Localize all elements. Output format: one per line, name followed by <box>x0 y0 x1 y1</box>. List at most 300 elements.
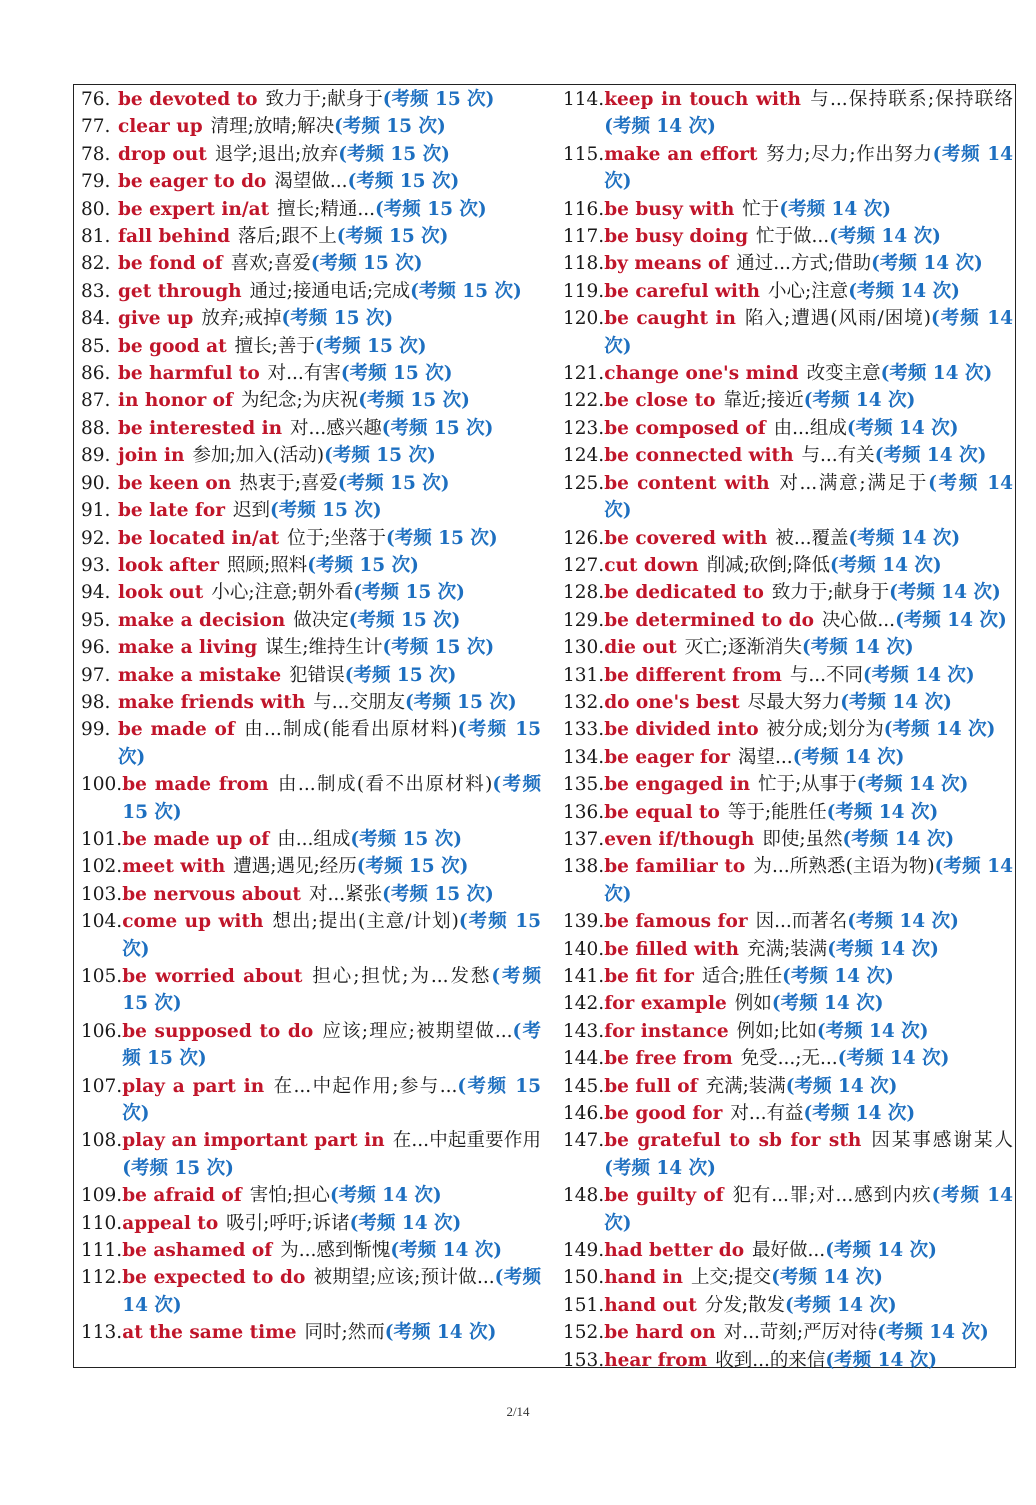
entry-body <box>604 1182 1013 1237</box>
english-phrase: be late for <box>118 500 225 522</box>
entry-number: 84. <box>81 308 111 330</box>
phrase-entry <box>563 415 1013 442</box>
phrase-entry <box>563 963 1013 990</box>
chinese-meaning: 例如 <box>734 993 772 1015</box>
english-phrase: play a part in <box>122 1075 265 1097</box>
exam-frequency: (考频 15 次) <box>375 198 487 220</box>
exam-frequency: (考频 15 次) <box>353 582 465 604</box>
chinese-meaning: 由...制成(看不出原材料) <box>276 774 493 796</box>
chinese-meaning: 做决定 <box>293 609 349 631</box>
exam-frequency: (考频 14 次) <box>842 828 955 850</box>
chinese-meaning: 靠近;接近 <box>723 390 804 412</box>
entry-number: 82. <box>81 253 111 275</box>
chinese-meaning: 与...不同 <box>789 664 863 686</box>
entry-number: 152. <box>563 1322 605 1344</box>
entry-body <box>604 826 1013 853</box>
entry-body <box>604 223 1013 250</box>
entry-number: 153. <box>563 1349 605 1371</box>
chinese-meaning: 对...紧张 <box>308 883 383 905</box>
entry-number: 121. <box>563 363 605 385</box>
phrase-entry <box>81 497 541 524</box>
entry-body <box>118 415 541 442</box>
entry-body <box>604 744 1013 771</box>
phrase-entry <box>563 579 1013 606</box>
phrase-entry <box>81 853 541 880</box>
chinese-meaning: 对...有益 <box>730 1103 804 1125</box>
entry-body <box>604 908 1013 935</box>
entry-body <box>122 826 541 853</box>
entry-number: 120. <box>563 308 605 330</box>
english-phrase: die out <box>604 637 677 659</box>
chinese-meaning: 应该;理应;被期望做... <box>321 1020 513 1042</box>
exam-frequency: (考频 14 次) <box>785 1294 897 1316</box>
entry-number: 124. <box>563 445 605 467</box>
exam-frequency: (考频 14 次) <box>771 993 884 1015</box>
entry-body <box>118 196 541 223</box>
chinese-meaning: 为纪念;为庆祝 <box>240 390 359 412</box>
english-phrase: be different from <box>604 664 782 686</box>
phrase-entry <box>81 168 541 195</box>
chinese-meaning: 落后;跟不上 <box>238 226 337 248</box>
entry-body <box>604 196 1013 223</box>
entry-body <box>604 1292 1013 1319</box>
entry-body <box>118 360 541 387</box>
exam-frequency: (考频 15 次) <box>382 637 495 659</box>
english-phrase: join in <box>118 445 185 467</box>
page-number: 2/14 <box>506 1404 530 1419</box>
entry-body <box>122 1319 541 1346</box>
chinese-meaning: 热衷于;喜爱 <box>239 472 338 494</box>
chinese-meaning: 小心;注意;朝外看 <box>211 582 354 604</box>
english-phrase: drop out <box>118 143 207 165</box>
chinese-meaning: 与...保持联系;保持联络 <box>809 89 1013 110</box>
english-phrase: get through <box>118 280 242 302</box>
phrase-entry <box>563 1237 1013 1264</box>
phrase-entry <box>563 771 1013 798</box>
phrase-entry <box>563 1292 1013 1319</box>
exam-frequency: (考频 15 次) <box>344 664 457 686</box>
english-phrase: be busy with <box>604 198 735 220</box>
chinese-meaning: 对...有害 <box>267 363 341 385</box>
entry-body <box>118 607 541 634</box>
entry-number: 92. <box>81 527 111 549</box>
english-phrase: play an important part in <box>122 1130 385 1152</box>
exam-frequency: (考频 15 次) <box>307 554 419 576</box>
entry-body <box>122 771 541 826</box>
english-phrase: be worried about <box>122 966 303 987</box>
entry-body <box>122 853 541 880</box>
phrase-entry <box>81 552 541 579</box>
phrase-entry <box>563 525 1013 552</box>
exam-frequency: (考频 14 次) <box>122 1267 541 1316</box>
entry-body <box>122 1127 541 1182</box>
chinese-meaning: 最好做... <box>752 1240 826 1262</box>
entry-body <box>604 1100 1013 1127</box>
entry-number: 142. <box>563 993 605 1015</box>
english-phrase: at the same time <box>122 1322 297 1344</box>
entry-body <box>122 1182 541 1209</box>
chinese-meaning: 为...感到惭愧 <box>280 1240 391 1262</box>
exam-frequency: (考频 14 次) <box>863 664 975 686</box>
entry-body <box>122 908 541 963</box>
phrase-entry <box>81 470 541 497</box>
exam-frequency: (考频 14 次) <box>840 691 952 713</box>
chinese-meaning: 担心;担忧;为...发愁 <box>310 966 492 987</box>
entry-body <box>118 579 541 606</box>
chinese-meaning: 削减;砍倒;降低 <box>706 554 831 576</box>
phrase-entry <box>563 141 1013 196</box>
exam-frequency: (考频 15 次) <box>348 609 461 631</box>
chinese-meaning: 退学;退出;放弃 <box>214 143 339 165</box>
exam-frequency: (考频 14 次) <box>771 1267 883 1289</box>
phrase-entry <box>81 305 541 332</box>
phrase-entry <box>81 196 541 223</box>
phrase-entry <box>563 442 1013 469</box>
english-phrase: be familiar to <box>604 856 746 878</box>
chinese-meaning: 致力于;献身于 <box>771 582 890 604</box>
english-phrase: be close to <box>604 390 716 412</box>
chinese-meaning: 对...苛刻;严厉对待 <box>723 1322 878 1344</box>
entry-body <box>604 579 1013 606</box>
entry-number: 127. <box>563 554 605 576</box>
phrase-entry <box>81 1210 541 1237</box>
chinese-meaning: 忙于做... <box>756 226 830 248</box>
exam-frequency: (考频 14 次) <box>604 308 1013 357</box>
entry-body <box>604 1127 1013 1182</box>
english-phrase: change one's mind <box>604 363 799 385</box>
entry-body <box>604 771 1013 798</box>
phrase-entry <box>81 86 541 113</box>
chinese-meaning: 改变主意 <box>806 363 881 385</box>
entry-body <box>604 1237 1013 1264</box>
entry-body <box>604 799 1013 826</box>
entry-body <box>122 1264 541 1319</box>
entry-number: 105. <box>81 966 123 987</box>
english-phrase: for instance <box>604 1020 729 1042</box>
english-phrase: be keen on <box>118 472 232 494</box>
entry-number: 136. <box>563 801 605 823</box>
entry-number: 102. <box>81 856 123 878</box>
english-phrase: be supposed to do <box>122 1020 314 1042</box>
english-phrase: be determined to do <box>604 609 814 631</box>
english-phrase: make a mistake <box>118 664 282 686</box>
english-phrase: cut down <box>604 554 699 576</box>
entry-number: 150. <box>563 1267 605 1289</box>
english-phrase: come up with <box>122 911 264 933</box>
entry-number: 81. <box>81 226 111 248</box>
phrase-entry <box>81 525 541 552</box>
exam-frequency: (考频 14 次) <box>848 527 961 549</box>
phrase-entry <box>563 1319 1013 1346</box>
entry-number: 90. <box>81 472 111 494</box>
chinese-meaning: 忙于 <box>742 198 780 220</box>
exam-frequency: (考频 14 次) <box>803 390 916 412</box>
entry-number: 100. <box>81 774 123 796</box>
phrase-entry <box>81 689 541 716</box>
chinese-meaning: 因某事感谢某人 <box>869 1130 1013 1152</box>
exam-frequency: (考频 14 次) <box>801 637 914 659</box>
phrase-entry <box>81 360 541 387</box>
entry-body <box>604 1264 1013 1291</box>
entry-number: 114. <box>563 89 605 110</box>
chinese-meaning: 想出;提出(主意/计划) <box>271 911 459 933</box>
entry-number: 77. <box>81 116 111 138</box>
exam-frequency: (考频 15 次) <box>122 774 541 823</box>
exam-frequency: (考频 15 次) <box>336 226 449 248</box>
exam-frequency: (考频 15 次) <box>385 527 498 549</box>
exam-frequency: (考频 14 次) <box>349 1212 462 1234</box>
english-phrase: clear up <box>118 116 203 138</box>
english-phrase: hand out <box>604 1294 697 1316</box>
exam-frequency: (考频 14 次) <box>803 1103 916 1125</box>
entry-body <box>118 497 541 524</box>
english-phrase: be equal to <box>604 801 720 823</box>
chinese-meaning: 遭遇;遇见;经历 <box>233 856 357 878</box>
entry-number: 138. <box>563 856 605 878</box>
entry-number: 126. <box>563 527 605 549</box>
chinese-meaning: 灭亡;逐渐消失 <box>684 637 802 659</box>
phrase-entry <box>81 826 541 853</box>
english-phrase: hand in <box>604 1267 683 1289</box>
entry-body <box>604 278 1013 305</box>
entry-number: 132. <box>563 691 605 713</box>
exam-frequency: (考频 15 次) <box>358 390 470 412</box>
english-phrase: be expected to do <box>122 1267 306 1289</box>
entry-body <box>118 278 541 305</box>
entry-number: 103. <box>81 883 123 905</box>
exam-frequency: (考频 14 次) <box>604 856 1013 905</box>
entry-number: 96. <box>81 637 111 659</box>
exam-frequency: (考频 15 次) <box>324 445 436 467</box>
entry-number: 85. <box>81 335 111 357</box>
english-phrase: be content with <box>604 472 770 494</box>
exam-frequency: (考频 14 次) <box>877 1322 989 1344</box>
entry-body <box>118 333 541 360</box>
phrase-entry <box>81 579 541 606</box>
english-phrase: be caught in <box>604 308 736 330</box>
phrase-entry <box>563 552 1013 579</box>
exam-frequency: (考频 14 次) <box>792 746 905 768</box>
phrase-entry <box>563 305 1013 360</box>
english-phrase: meet with <box>122 856 226 878</box>
phrase-entry <box>563 799 1013 826</box>
chinese-meaning: 为...所熟悉(主语为物) <box>753 856 935 878</box>
entry-body <box>604 607 1013 634</box>
exam-frequency: (考频 14 次) <box>779 198 891 220</box>
exam-frequency: (考频 14 次) <box>825 1349 938 1371</box>
entry-number: 89. <box>81 445 111 467</box>
entry-number: 137. <box>563 828 605 850</box>
exam-frequency: (考频 14 次) <box>604 143 1013 193</box>
entry-number: 145. <box>563 1075 605 1097</box>
phrase-entry <box>563 250 1013 277</box>
phrase-entry <box>563 607 1013 634</box>
entry-body <box>604 963 1013 990</box>
entry-body <box>604 634 1013 661</box>
exam-frequency: (考频 14 次) <box>384 1322 497 1344</box>
entry-body <box>122 1073 541 1128</box>
english-phrase: be composed of <box>604 417 766 439</box>
phrase-entry <box>563 936 1013 963</box>
phrase-entry <box>563 1100 1013 1127</box>
entry-body <box>118 716 541 771</box>
english-phrase: be good for <box>604 1103 723 1125</box>
entry-body <box>604 250 1013 277</box>
chinese-meaning: 渴望... <box>738 746 793 768</box>
entry-body <box>118 250 541 277</box>
entry-number: 109. <box>81 1185 123 1207</box>
chinese-meaning: 同时;然而 <box>304 1322 385 1344</box>
phrase-entry <box>81 113 541 140</box>
entry-body <box>604 86 1013 141</box>
phrase-entry <box>563 278 1013 305</box>
english-phrase: be ashamed of <box>122 1240 273 1262</box>
exam-frequency: (考频 14 次) <box>816 1020 929 1042</box>
exam-frequency: (考频 15 次) <box>350 828 462 850</box>
phrase-entry <box>81 1127 541 1182</box>
exam-frequency: (考频 14 次) <box>604 1157 716 1179</box>
entry-number: 117. <box>563 226 605 248</box>
entry-body <box>118 689 541 716</box>
phrase-entry <box>563 662 1013 689</box>
english-phrase: make a living <box>118 637 258 659</box>
entry-number: 134. <box>563 746 605 768</box>
chinese-meaning: 被期望;应该;预计做... <box>313 1267 495 1289</box>
chinese-meaning: 致力于;献身于 <box>265 89 383 110</box>
english-phrase: be eager to do <box>118 171 267 193</box>
entry-body <box>118 442 541 469</box>
exam-frequency: (考频 15 次) <box>381 417 494 439</box>
chinese-meaning: 由...制成(能看出原材料) <box>242 719 458 741</box>
entry-body <box>118 470 541 497</box>
entry-number: 80. <box>81 198 111 220</box>
exam-frequency: (考频 15 次) <box>122 911 541 960</box>
entry-number: 107. <box>81 1075 123 1097</box>
entry-number: 115. <box>563 143 605 165</box>
entry-number: 131. <box>563 664 605 686</box>
entry-number: 106. <box>81 1020 123 1042</box>
exam-frequency: (考频 15 次) <box>281 308 394 330</box>
chinese-meaning: 通过...方式;借助 <box>736 253 872 275</box>
english-phrase: be eager for <box>604 746 731 768</box>
entry-body <box>604 689 1013 716</box>
exam-frequency: (考频 15 次) <box>404 691 517 713</box>
english-phrase: make a decision <box>118 609 286 631</box>
english-phrase: hear from <box>604 1349 708 1371</box>
english-phrase: be filled with <box>604 938 739 960</box>
entry-body <box>604 1018 1013 1045</box>
entry-body <box>122 1210 541 1237</box>
english-phrase: be grateful to sb for sth <box>604 1130 862 1152</box>
entry-body <box>118 634 541 661</box>
exam-frequency: (考频 14 次) <box>604 116 716 138</box>
chinese-meaning: 由...组成 <box>773 417 847 439</box>
chinese-meaning: 犯有...罪;对...感到内疚 <box>731 1185 932 1207</box>
entry-body <box>604 1319 1013 1346</box>
phrase-entry <box>563 196 1013 223</box>
entry-number: 87. <box>81 390 111 412</box>
chinese-meaning: 小心;注意 <box>767 280 849 302</box>
english-phrase: give up <box>118 308 194 330</box>
entry-number: 88. <box>81 417 111 439</box>
entry-number: 79. <box>81 171 111 193</box>
exam-frequency: (考频 14 次) <box>874 445 987 467</box>
exam-frequency: (考频 15 次) <box>347 171 460 193</box>
phrase-entry <box>81 1319 541 1346</box>
exam-frequency: (考频 14 次) <box>895 609 1007 631</box>
phrase-entry <box>563 689 1013 716</box>
exam-frequency: (考频 14 次) <box>883 719 996 741</box>
chinese-meaning: 照顾;照料 <box>226 554 308 576</box>
exam-frequency: (考频 14 次) <box>604 1185 1013 1234</box>
english-phrase: be careful with <box>604 280 760 302</box>
phrase-entry <box>81 223 541 250</box>
entry-body <box>604 552 1013 579</box>
chinese-meaning: 充满;装满 <box>746 938 828 960</box>
english-phrase: be devoted to <box>118 89 258 110</box>
entry-number: 94. <box>81 582 111 604</box>
english-phrase: even if/though <box>604 828 755 850</box>
chinese-meaning: 与...有关 <box>801 445 875 467</box>
exam-frequency: (考频 14 次) <box>830 554 942 576</box>
chinese-meaning: 由...组成 <box>277 828 351 850</box>
phrase-entry <box>563 387 1013 414</box>
chinese-meaning: 吸引;呼吁;诉诸 <box>226 1212 350 1234</box>
phrase-entry <box>81 634 541 661</box>
chinese-meaning: 迟到 <box>232 500 270 522</box>
entry-number: 99. <box>81 719 111 741</box>
phrase-entry <box>563 1018 1013 1045</box>
chinese-meaning: 因...而著名 <box>755 911 848 933</box>
chinese-meaning: 努力;尽力;作出努力 <box>765 143 933 165</box>
phrase-entry <box>81 141 541 168</box>
entry-number: 101. <box>81 828 123 850</box>
english-phrase: keep in touch with <box>604 89 802 110</box>
exam-frequency: (考频 15 次) <box>334 116 446 138</box>
english-phrase: be good at <box>118 335 227 357</box>
english-phrase: be free from <box>604 1048 733 1070</box>
entry-number: 116. <box>563 198 605 220</box>
chinese-meaning: 上交;提交 <box>690 1267 772 1289</box>
phrase-entry <box>81 1073 541 1128</box>
english-phrase: be dedicated to <box>604 582 764 604</box>
exam-frequency: (考频 14 次) <box>785 1075 898 1097</box>
entry-body <box>118 86 541 113</box>
english-phrase: be nervous about <box>122 883 301 905</box>
exam-frequency: (考频 15 次) <box>310 253 423 275</box>
entry-number: 97. <box>81 664 111 686</box>
phrase-entry <box>81 881 541 908</box>
entry-body <box>604 990 1013 1017</box>
phrase-entry <box>563 716 1013 743</box>
chinese-meaning: 被分成;划分为 <box>766 719 884 741</box>
exam-frequency: (考频 14 次) <box>329 1185 442 1207</box>
entry-number: 110. <box>81 1212 123 1234</box>
chinese-meaning: 忙于;从事于 <box>758 774 857 796</box>
phrase-entry <box>81 662 541 689</box>
chinese-meaning: 决心做... <box>821 609 896 631</box>
entry-number: 111. <box>81 1240 123 1262</box>
chinese-meaning: 擅长;精通... <box>277 198 376 220</box>
chinese-meaning: 尽最大努力 <box>747 691 841 713</box>
entry-number: 151. <box>563 1294 605 1316</box>
exam-frequency: (考频 15 次) <box>269 500 382 522</box>
chinese-meaning: 免受...;无... <box>740 1048 838 1070</box>
entry-body <box>118 552 541 579</box>
entry-body <box>604 716 1013 743</box>
entry-number: 139. <box>563 911 605 933</box>
chinese-meaning: 犯错误 <box>289 664 345 686</box>
